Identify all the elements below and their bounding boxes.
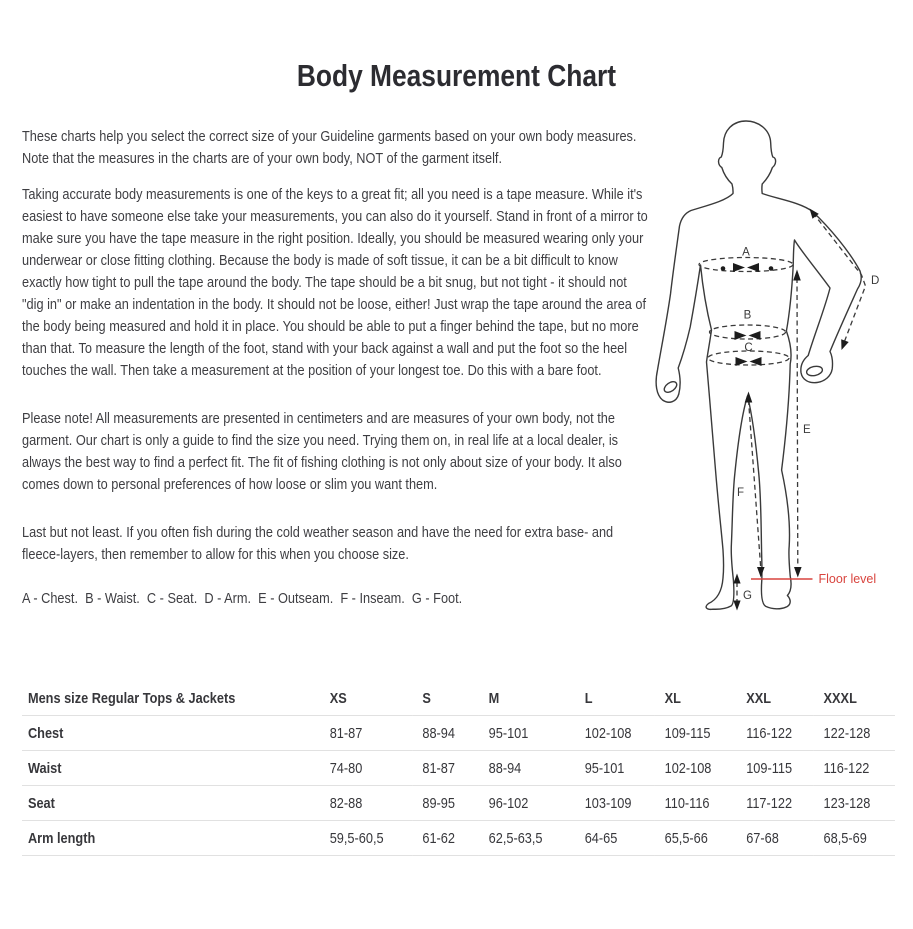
measurement-label: Chest (22, 716, 320, 751)
size-value-cell: 102-108 (654, 751, 736, 786)
table-header-row (22, 681, 895, 716)
marker-A: A (742, 246, 750, 259)
arm-arrow-bottom (841, 339, 849, 350)
marker-E: E (803, 424, 811, 436)
foot-arrow-top (733, 574, 740, 584)
marker-G: G (743, 590, 752, 602)
size-value-cell: 74-80 (320, 751, 413, 786)
measurement-label: Seat (22, 786, 320, 821)
size-value-cell: 117-122 (736, 786, 813, 821)
size-table (22, 681, 895, 856)
size-value-cell: 110-116 (654, 786, 736, 821)
size-column-header: XXXL (813, 681, 895, 716)
right-hand-curl (806, 365, 824, 377)
table-row (22, 751, 895, 786)
inseam-arrow-top (745, 392, 753, 403)
size-column-header: XL (654, 681, 736, 716)
size-value-cell: 59,5-60,5 (320, 821, 413, 856)
marker-F: F (736, 487, 744, 499)
size-value-cell: 81-87 (320, 716, 413, 751)
size-value-cell: 88-94 (478, 751, 574, 786)
body-diagram-svg (645, 112, 913, 622)
paragraph-layers: Last but not least. If you often fish during the cold weather season and have the need for extra base- and fleece-layers, then remember to allow for this when you choose size. (22, 524, 614, 563)
marker-D: D (871, 275, 880, 287)
outseam-arrow-top (793, 270, 801, 281)
size-value-cell: 95-101 (575, 751, 655, 786)
size-value-cell: 116-122 (736, 716, 813, 751)
measurement-label: Waist (22, 751, 320, 786)
table-row (22, 716, 895, 751)
size-value-cell: 95-101 (478, 716, 574, 751)
outseam-line-E (797, 278, 798, 569)
outseam-arrow-bottom (794, 567, 802, 578)
paragraph-howto: Taking accurate body measurements is one of the keys to a great fit; all you need is a tape measure. While it's easiest to have someone else take your measurements, you can also do it yourself. Stand in front of a mirror to make sure you have the tape measure in the right position. Ideally, you should be measured wearing only your underwear or close fitting clothing. Because the body is made of soft tissue, it can be a bit difficult to know exactly how tight to pull the tape around the body. The tape should be a bit snug, but not tight - it should not "dig in" or make an indentation in the body. It should not be loose, either! Just wrap the tape around the area of the body being measured and hold it in place. You should be able to put a finger behind the tape, but no more than that. To measure the length of the foot, stand with your back against a wall and put the foot so the heel touches the wall. Then take a measurement at the position of your longest toe. Do this with a bare foot. (22, 186, 648, 379)
paragraph-note: Please note! All measurements are presented in centimeters and are measures of your own body, not the garment. Our chart is only a guide to find the size you need. Trying them on, in real life at a local dealer, is always the best way to find a perfect fit. The fit of fishing clothing is not only about size of your body. It also comes down to personal preferences of how loose or slim you want them. (22, 410, 622, 493)
size-column-header: XS (320, 681, 413, 716)
measurement-label: Arm length (22, 821, 320, 856)
size-value-cell: 122-128 (813, 716, 895, 751)
inseam-arrow-bottom (757, 567, 765, 578)
size-value-cell: 103-109 (575, 786, 655, 821)
page-title-wrap (0, 56, 913, 96)
size-value-cell: 61-62 (412, 821, 478, 856)
measurement-lines (699, 213, 866, 602)
size-value-cell: 109-115 (654, 716, 736, 751)
size-column-header: L (575, 681, 655, 716)
size-value-cell: 81-87 (412, 751, 478, 786)
arm-arrow-top (810, 209, 819, 219)
size-value-cell: 109-115 (736, 751, 813, 786)
size-value-cell: 65,5-66 (654, 821, 736, 856)
size-column-header: M (478, 681, 574, 716)
size-value-cell: 102-108 (575, 716, 655, 751)
size-value-cell: 123-128 (813, 786, 895, 821)
size-value-cell: 88-94 (412, 716, 478, 751)
marker-legend: A - Chest. B - Waist. C - Seat. D - Arm. E - Outseam. F - Inseam. G - Foot. (22, 590, 463, 607)
chest-arrow-left (733, 263, 745, 272)
size-column-header: S (412, 681, 478, 716)
size-value-cell: 89-95 (412, 786, 478, 821)
marker-C: C (744, 342, 753, 354)
size-value-cell: 96-102 (478, 786, 574, 821)
intro-text (22, 126, 651, 624)
arm-line-D (813, 213, 866, 344)
floor-level-label: Floor level (818, 572, 877, 586)
foot-arrow-bottom (733, 601, 740, 611)
size-value-cell: 116-122 (813, 751, 895, 786)
paragraph-intro: These charts help you select the correct size of your Guideline garments based on your own body measures. Note that the measures in the charts are of your own body, NOT of the garment itself. (22, 128, 637, 167)
marker-letters (737, 247, 879, 603)
table-row (22, 821, 895, 856)
chest-arrow-right (747, 263, 759, 272)
size-value-cell: 62,5-63,5 (478, 821, 574, 856)
chest-line-A (699, 258, 793, 272)
chest-dot-right (769, 266, 774, 271)
size-value-cell: 82-88 (320, 786, 413, 821)
page-title: Body Measurement Chart (296, 58, 617, 93)
body-diagram (645, 112, 913, 622)
size-value-cell: 68,5-69 (813, 821, 895, 856)
table-title: Mens size Regular Tops & Jackets (22, 681, 320, 716)
waist-line-B (710, 325, 786, 339)
size-table-wrap (22, 681, 896, 856)
size-value-cell: 64-65 (575, 821, 655, 856)
size-column-header: XXL (736, 681, 813, 716)
marker-B: B (743, 309, 752, 322)
size-value-cell: 67-68 (736, 821, 813, 856)
table-row (22, 786, 895, 821)
chest-dot-left (721, 266, 726, 271)
left-hand-curl (662, 380, 678, 395)
